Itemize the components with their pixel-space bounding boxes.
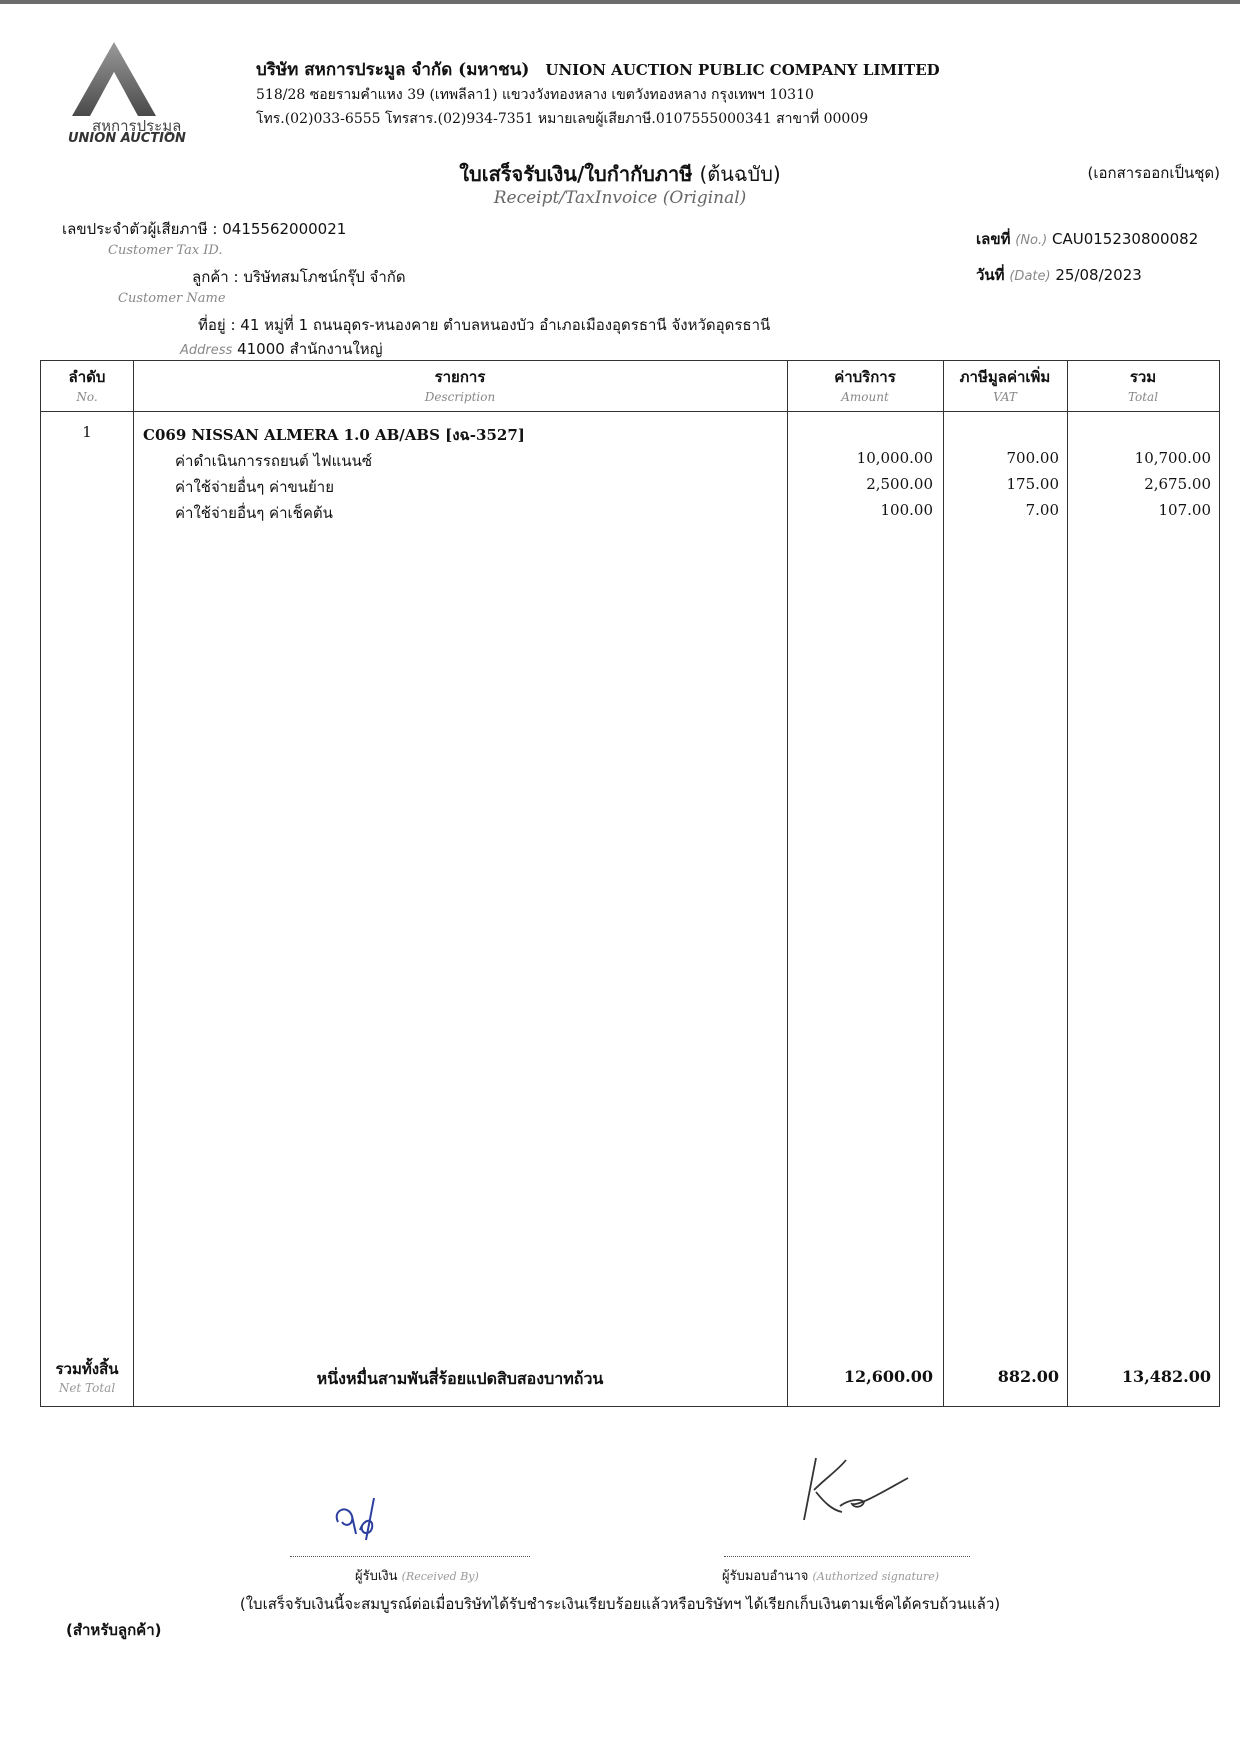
document-number-label: เลขที่ xyxy=(976,230,1011,248)
item-number: 1 xyxy=(82,423,92,441)
header-total-th: รวม xyxy=(1129,368,1157,386)
header-amount-en: Amount xyxy=(841,390,889,404)
net-total-label xyxy=(41,1357,133,1395)
header-desc-en: Description xyxy=(424,390,496,404)
customer-address-row2 xyxy=(180,337,382,361)
company-name-th: บริษัท สหการประมูล จำกัด (มหาชน) xyxy=(256,60,530,80)
header-no xyxy=(41,365,133,404)
item-row-vat: 175.00 xyxy=(1006,475,1059,493)
amount-in-words: หนึ่งหมื่นสามพันสี่ร้อยแปดสิบสองบาทถ้วน xyxy=(316,1369,604,1388)
item-row-vat: 700.00 xyxy=(1006,449,1059,467)
document-date-label-en: (Date) xyxy=(1009,269,1051,284)
logo-text-th: สหการประมูล xyxy=(92,117,182,135)
header-amount-th: ค่าบริการ xyxy=(834,368,896,386)
header-vat xyxy=(943,365,1067,404)
received-by-en: (Received By) xyxy=(401,1570,479,1583)
tax-id-label-en: Customer Tax ID. xyxy=(108,243,223,258)
tax-id-label: เลขประจำตัวผู้เสียภาษี xyxy=(62,220,208,238)
customer-address-line2: 41000 สำนักงานใหญ่ xyxy=(237,340,383,358)
document-title-suffix: (ต้นฉบับ) xyxy=(699,162,781,186)
items-table xyxy=(40,360,1220,1407)
document-number-row xyxy=(976,227,1198,251)
top-edge-line xyxy=(0,0,1240,4)
header-desc-th: รายการ xyxy=(434,368,486,386)
item-row-amount: 2,500.00 xyxy=(866,475,933,493)
net-total-label-th: รวมทั้งสิ้น xyxy=(55,1360,119,1378)
document-title-en: Receipt/TaxInvoice (Original) xyxy=(493,188,747,208)
company-logo xyxy=(66,38,196,148)
authorized-signature-line xyxy=(724,1556,970,1557)
tax-id-value: 0415562000021 xyxy=(222,220,347,238)
customer-name-value: บริษัทสมโภชน์กรุ๊ป จำกัด xyxy=(243,268,406,286)
header-total xyxy=(1067,365,1219,404)
authorized-en: (Authorized signature) xyxy=(812,1570,940,1583)
company-phone-tax: โทร.(02)033-6555 โทรสาร.(02)934-7351 หมายเลขผู้เสียภาษี.0107555000341 สาขาที่ 00009 xyxy=(256,111,869,127)
item-title: C069 NISSAN ALMERA 1.0 AB/ABS [งฉ-3527] xyxy=(143,426,525,444)
company-address: 518/28 ซอยรามคำแหง 39 (เทพลีลา1) แขวงวังทองหลาง เขตวังทองหลาง กรุงเทพฯ 10310 xyxy=(256,87,814,103)
logo-triangle-icon xyxy=(66,38,196,118)
header-divider xyxy=(41,411,1219,412)
document-number-value: CAU015230800082 xyxy=(1052,230,1199,248)
received-signature-line xyxy=(290,1556,530,1557)
company-name xyxy=(256,56,940,83)
completion-note: (ใบเสร็จรับเงินนี้จะสมบูรณ์ต่อเมื่อบริษัทได้รับชำระเงินเรียบร้อยแล้วหรือบริษัทฯ ได้เรียกเก็บเงินตามเช็คได้ครบถ้วนแล้ว) xyxy=(239,1595,1001,1613)
logo-text-en: UNION AUCTION xyxy=(68,131,186,146)
set-note: (เอกสารออกเป็นชุด) xyxy=(1087,164,1220,182)
company-name-en: UNION AUCTION PUBLIC COMPANY LIMITED xyxy=(545,61,940,79)
document-title-th: ใบเสร็จรับเงิน/ใบกำกับภาษี xyxy=(459,162,693,186)
net-vat: 882.00 xyxy=(997,1367,1059,1386)
item-row-total: 107.00 xyxy=(1158,501,1211,519)
header-total-en: Total xyxy=(1127,390,1159,404)
item-row-amount: 10,000.00 xyxy=(856,449,933,467)
header-vat-th: ภาษีมูลค่าเพิ่ม xyxy=(959,368,1051,386)
customer-address-line1: 41 หมู่ที่ 1 ถนนอุดร-หนองคาย ตำบลหนองบัว อำเภอเมืองอุดรธานี จังหวัดอุดรธานี xyxy=(240,316,771,334)
authorized-label xyxy=(722,1565,939,1586)
header-no-th: ลำดับ xyxy=(68,368,106,386)
customer-name-label-en: Customer Name xyxy=(118,291,226,306)
received-signature-mark xyxy=(330,1488,410,1548)
item-row-desc: ค่าดำเนินการรถยนต์ ไฟแนนซ์ xyxy=(175,452,373,470)
customer-address-label: ที่อยู่ xyxy=(198,316,226,334)
authorized-signature-mark xyxy=(790,1450,920,1530)
copy-for-customer: (สำหรับลูกค้า) xyxy=(66,1621,162,1639)
item-row-total: 10,700.00 xyxy=(1134,449,1211,467)
customer-address-row: ที่อยู่ : 41 หมู่ที่ 1 ถนนอุดร-หนองคาย ตำบลหนองบัว อำเภอเมืองอุดรธานี จังหวัดอุดรธานี xyxy=(198,316,771,334)
net-total: 13,482.00 xyxy=(1121,1367,1211,1386)
net-amount: 12,600.00 xyxy=(843,1367,933,1386)
item-row-total: 2,675.00 xyxy=(1144,475,1211,493)
authorized-th: ผู้รับมอบอำนาจ xyxy=(722,1569,809,1584)
document-date-row xyxy=(976,263,1142,287)
net-total-label-en: Net Total xyxy=(58,1381,116,1395)
header-vat-en: VAT xyxy=(993,390,1017,404)
item-row-desc: ค่าใช้จ่ายอื่นๆ ค่าขนย้าย xyxy=(175,478,335,496)
tax-id-row: เลขประจำตัวผู้เสียภาษี : 0415562000021 xyxy=(62,220,347,238)
document-title xyxy=(0,158,1240,190)
header-no-en: No. xyxy=(76,390,98,404)
customer-address-label-en: Address xyxy=(180,343,233,358)
item-row-desc: ค่าใช้จ่ายอื่นๆ ค่าเช็คต้น xyxy=(175,504,333,522)
customer-name-row: ลูกค้า : บริษัทสมโภชน์กรุ๊ป จำกัด xyxy=(192,268,406,286)
document-date-value: 25/08/2023 xyxy=(1055,266,1142,284)
document-number-label-en: (No.) xyxy=(1015,233,1048,248)
header-description xyxy=(133,365,787,404)
received-by-label xyxy=(355,1565,479,1586)
item-row-amount: 100.00 xyxy=(880,501,933,519)
document-date-label: วันที่ xyxy=(976,266,1005,284)
column-divider xyxy=(133,361,134,1406)
item-row-vat: 7.00 xyxy=(1025,501,1059,519)
received-by-th: ผู้รับเงิน xyxy=(355,1569,398,1584)
customer-name-label: ลูกค้า xyxy=(192,268,229,286)
header-amount xyxy=(787,365,943,404)
